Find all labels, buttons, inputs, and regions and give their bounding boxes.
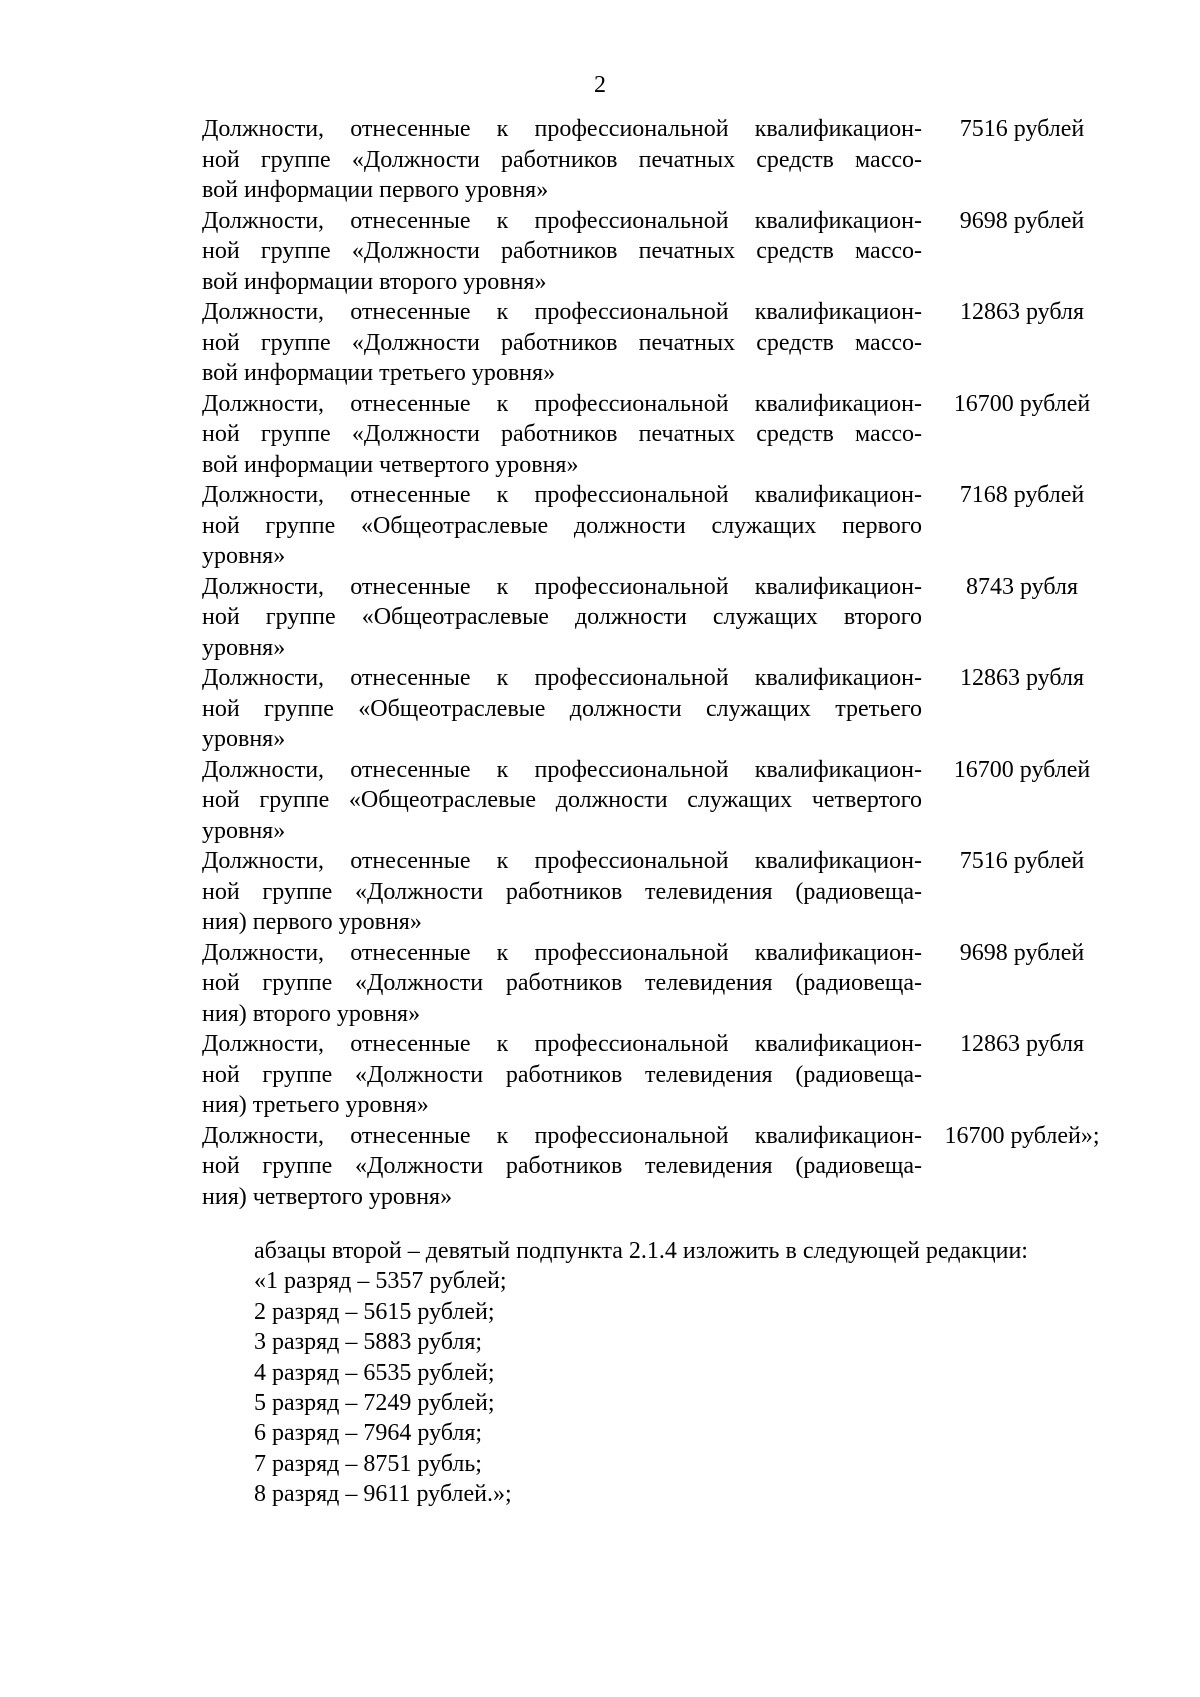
description-line: ной группе «Должности работников печатных средств массо- [202, 146, 922, 173]
description-line: Должности, отнесенные к профессиональной квалификацион- [202, 299, 922, 325]
description-line: ния) первого уровня» [202, 909, 422, 935]
description-line: ния) второго уровня» [202, 1000, 421, 1027]
tail-section [254, 1236, 1028, 1510]
rate-row [202, 1029, 1122, 1121]
rate-row-description [202, 389, 922, 481]
rate-row-description [202, 1121, 922, 1213]
rate-row-description [202, 572, 922, 664]
rate-row [202, 389, 1122, 481]
description-line: ной группе «Общеотраслевые должности служащих четвертого [202, 787, 922, 813]
description-line: ной группе «Должности работников телевидения (радиовеща- [202, 1153, 922, 1179]
description-line: ной группе «Должности работников телевидения (радиовеща- [202, 970, 922, 996]
rate-row-amount: 7516 рублей [959, 848, 1085, 874]
grade-item: 2 разряд – 5615 рублей; [254, 1298, 495, 1325]
description-line: вой информации первого уровня» [202, 177, 549, 203]
description-line: ной группе «Должности работников телевидения (радиовеща- [202, 1061, 922, 1088]
description-line: Должности, отнесенные к профессиональной квалификацион- [202, 390, 922, 417]
description-line: уровня» [202, 634, 286, 661]
rate-row-amount: 16700 рублей»; [944, 1122, 1100, 1149]
rates-list [202, 114, 1122, 1212]
page-number: 2 [594, 72, 606, 98]
rate-row-amount: 8743 рубля [966, 573, 1078, 600]
rate-row-description [202, 1029, 922, 1121]
rate-row [202, 480, 1122, 572]
description-line: Должности, отнесенные к профессиональной квалификацион- [202, 1122, 922, 1149]
grade-item: 8 разряд – 9611 рублей.»; [254, 1481, 512, 1508]
rate-row [202, 1121, 1122, 1213]
rate-row-description [202, 938, 922, 1030]
description-line: Должности, отнесенные к профессиональной квалификацион- [202, 207, 922, 234]
rate-row-amount: 12863 рубля [960, 1031, 1084, 1057]
rate-row [202, 846, 1122, 938]
rate-row [202, 572, 1122, 664]
description-line: Должности, отнесенные к профессиональной квалификацион- [202, 665, 922, 691]
description-line: Должности, отнесенные к профессиональной квалификацион- [202, 848, 922, 874]
rate-row-description [202, 114, 922, 206]
description-line: вой информации третьего уровня» [202, 360, 556, 386]
rate-row-description [202, 297, 922, 389]
rate-row-description [202, 663, 922, 755]
tail-intro: абзацы второй – девятый подпункта 2.1.4 изложить в следующей редакции: [254, 1238, 1028, 1264]
rate-row-amount: 16700 рублей [953, 390, 1091, 417]
description-line: Должности, отнесенные к профессиональной квалификацион- [202, 756, 922, 783]
rate-row [202, 755, 1122, 847]
description-line: ной группе «Должности работников телевидения (радиовеща- [202, 878, 922, 905]
rate-row-amount: 7168 рублей [959, 482, 1085, 508]
description-line: уровня» [202, 817, 286, 844]
description-line: Должности, отнесенные к профессиональной квалификацион- [202, 116, 922, 142]
description-line: ной группе «Должности работников печатных средств массо- [202, 421, 922, 447]
rate-row [202, 663, 1122, 755]
description-line: Должности, отнесенные к профессиональной квалификацион- [202, 482, 922, 508]
rate-row [202, 206, 1122, 298]
rate-row-amount: 9698 рублей [959, 207, 1085, 234]
grade-item: 6 разряд – 7964 рубля; [254, 1420, 483, 1447]
description-line: ной группе «Общеотраслевые должности служащих третьего [202, 695, 922, 722]
grade-list [254, 1266, 1028, 1509]
description-line: Должности, отнесенные к профессиональной квалификацион- [202, 1031, 922, 1057]
description-line: ния) третьего уровня» [202, 1092, 429, 1118]
rate-row-description [202, 846, 922, 938]
description-line: ной группе «Должности работников печатных средств массо- [202, 329, 922, 356]
description-line: уровня» [202, 543, 286, 569]
rate-row-amount: 7516 рублей [959, 116, 1085, 142]
rate-row-description [202, 480, 922, 572]
grade-item: 4 разряд – 6535 рублей; [254, 1359, 495, 1386]
rate-row-amount: 12863 рубля [960, 299, 1084, 325]
description-line: Должности, отнесенные к профессиональной квалификацион- [202, 573, 922, 600]
grade-item: 7 разряд – 8751 рубль; [254, 1450, 482, 1477]
description-line: ния) четвертого уровня» [202, 1183, 453, 1210]
rate-row-amount: 12863 рубля [960, 665, 1084, 691]
grade-item: «1 разряд – 5357 рублей; [254, 1268, 507, 1295]
rate-row-description [202, 755, 922, 847]
rate-row [202, 938, 1122, 1030]
description-line: ной группе «Должности работников печатных средств массо- [202, 238, 922, 264]
rate-row-amount: 9698 рублей [959, 939, 1085, 966]
description-line: уровня» [202, 726, 286, 752]
description-line: ной группе «Общеотраслевые должности служащих второго [202, 604, 922, 630]
description-line: Должности, отнесенные к профессиональной квалификацион- [202, 939, 922, 966]
description-line: вой информации четвертого уровня» [202, 451, 579, 478]
rate-row-description [202, 206, 922, 298]
rate-row-amount: 16700 рублей [953, 756, 1091, 783]
rate-row [202, 114, 1122, 206]
grade-item: 5 разряд – 7249 рублей; [254, 1390, 495, 1417]
rate-row [202, 297, 1122, 389]
description-line: вой информации второго уровня» [202, 268, 547, 295]
grade-item: 3 разряд – 5883 рубля; [254, 1329, 483, 1356]
description-line: ной группе «Общеотраслевые должности служащих первого [202, 512, 922, 539]
